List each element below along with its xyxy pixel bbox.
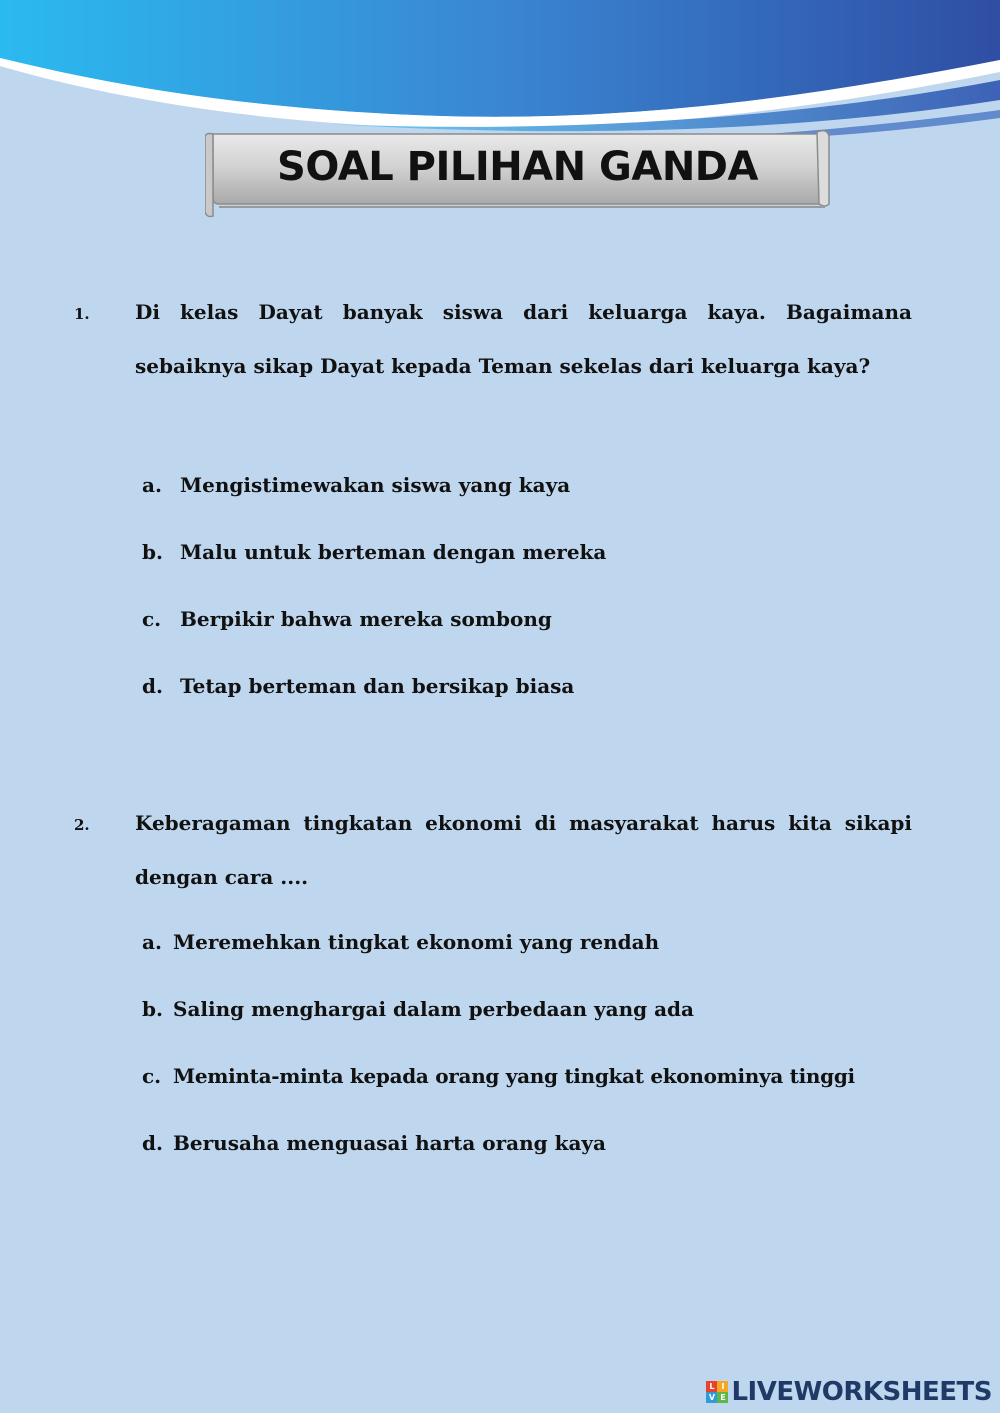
logo-letter: E [717,1392,728,1403]
question-text: Keberagaman tingkatan ekonomi di masyarakat harus kita sikapi dengan cara .... [135,811,912,889]
logo-letter: L [706,1381,717,1392]
option-text: Meminta-minta kepada orang yang tingkat ekonominya tinggi [173,1064,855,1088]
option-text: Meremehkan tingkat ekonomi yang rendah [173,930,660,954]
option-d[interactable] [142,1131,942,1198]
option-b[interactable] [142,997,942,1064]
option-text: Berpikir bahwa mereka sombong [180,607,552,631]
title-banner [205,130,830,212]
brand-name: LIVEWORKSHEETS [731,1377,992,1407]
option-a[interactable] [142,473,942,540]
answer-options [142,930,942,1198]
option-text: Mengistimewakan siswa yang kaya [180,473,571,497]
option-letter: c. [142,1064,162,1088]
question-text: Di kelas Dayat banyak siswa dari keluarga kaya. Bagaimana sebaiknya sikap Dayat kepada Teman sekelas dari keluarga kaya? [135,300,912,378]
page-title: SOAL PILIHAN GANDA [277,144,758,190]
option-text: Berusaha menguasai harta orang kaya [173,1131,606,1155]
option-letter: c. [142,607,162,631]
option-letter: a. [142,930,162,954]
logo-mark-icon [706,1381,728,1403]
logo-letter: V [706,1392,717,1403]
option-text: Malu untuk berteman dengan mereka [180,540,607,564]
logo-letter: I [717,1381,728,1392]
option-text: Saling menghargai dalam perbedaan yang ada [173,997,694,1021]
option-b[interactable] [142,540,942,607]
option-letter: b. [142,997,163,1021]
liveworksheets-logo[interactable] [706,1375,992,1409]
answer-options [142,473,942,741]
option-letter: a. [142,473,162,497]
option-d[interactable] [142,674,942,741]
question-number: 1. [74,305,90,323]
option-a[interactable] [142,930,942,997]
option-c[interactable] [142,1064,942,1131]
option-c[interactable] [142,607,942,674]
option-text: Tetap berteman dan bersikap biasa [180,674,575,698]
option-letter: b. [142,540,163,564]
option-letter: d. [142,1131,163,1155]
option-letter: d. [142,674,163,698]
question-number: 2. [74,816,90,834]
